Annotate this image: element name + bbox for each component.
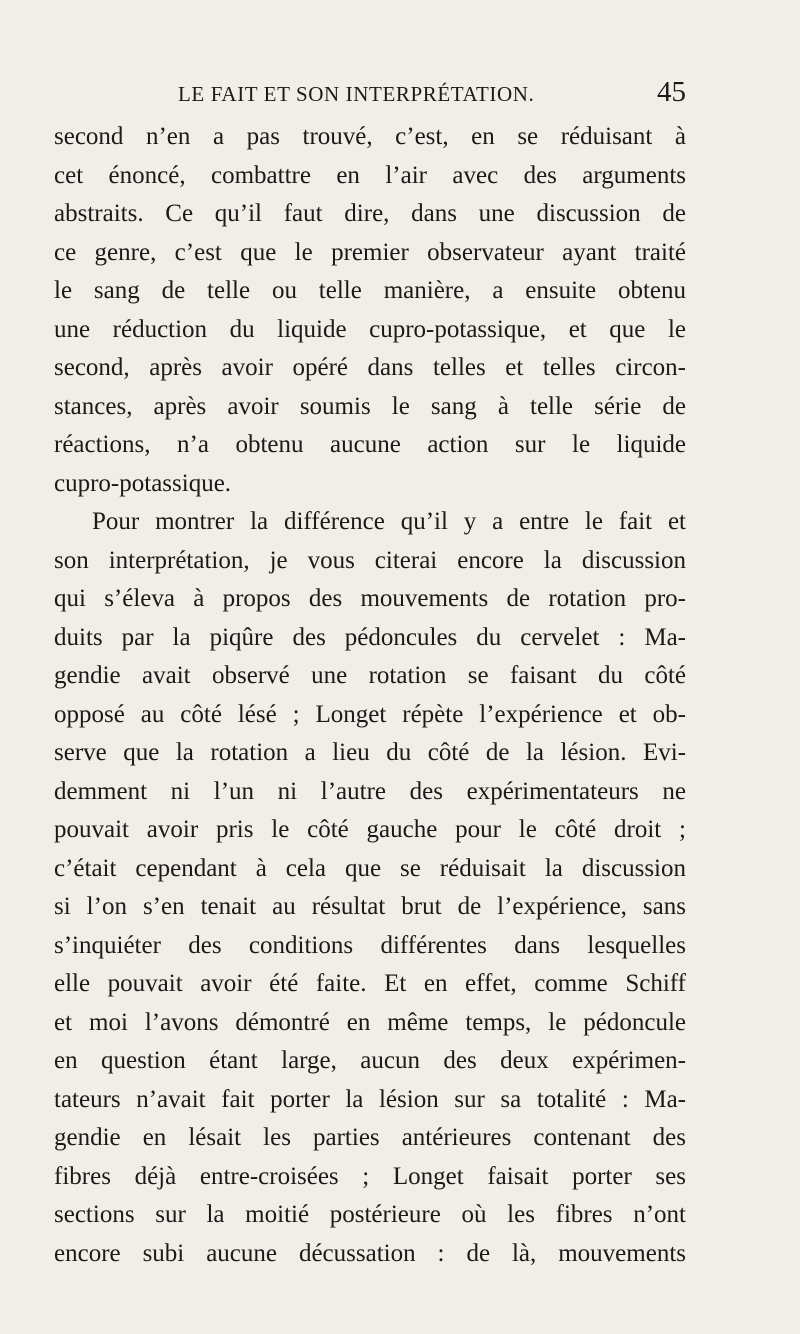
text-line: réactions, n’a obtenu aucune action sur le liquide [54, 431, 686, 458]
text-line: en question étant large, aucun des deux expérimen- [54, 1047, 686, 1074]
text-line: si l’on s’en tenait au résultat brut de l’expérience, sans [54, 893, 686, 920]
running-head [178, 76, 686, 112]
text-line: et moi l’avons démontré en même temps, le pédoncule [54, 1008, 686, 1036]
text-line: ce genre, c’est que le premier observateur ayant traité [54, 238, 686, 266]
text-line: tateurs n’avait fait porter la lésion sur sa totalité : Ma- [54, 1085, 686, 1113]
text-line: stances, après avoir soumis le sang à telle série de [54, 392, 686, 420]
text-line: duits par la piqûre des pédoncules du cervelet : Ma- [54, 623, 686, 651]
text-line: demment ni l’un ni l’autre des expérimentateurs ne [54, 777, 686, 805]
text-line: son interprétation, je vous citerai encore la discussion [54, 546, 686, 574]
text-line: abstraits. Ce qu’il faut dire, dans une discussion de [54, 200, 686, 227]
text-line: Pour montrer la différence qu’il y a entre le fait et [92, 508, 686, 535]
running-title: LE FAIT ET SON INTERPRÉTATION. [178, 82, 535, 106]
text-line: s’inquiéter des conditions différentes dans lesquelles [54, 931, 686, 959]
text-line: encore subi aucune décussation : de là, mouvements [54, 1239, 686, 1267]
text-line: serve que la rotation a lieu du côté de la lésion. Evi- [54, 739, 686, 766]
text-line: cupro-potassique. [54, 469, 232, 497]
text-line: le sang de telle ou telle manière, a ensuite obtenu [54, 277, 686, 304]
text-line: gendie avait observé une rotation se faisant du côté [54, 662, 686, 689]
text-line: opposé au côté lésé ; Longet répète l’expérience et ob- [54, 700, 686, 728]
text-line: elle pouvait avoir été faite. Et en effet, comme Schiff [54, 970, 686, 997]
text-line: pouvait avoir pris le côté gauche pour le côté droit ; [54, 816, 686, 843]
text-line: une réduction du liquide cupro-potassique, et que le [54, 315, 686, 343]
text-line: second n’en a pas trouvé, c’est, en se réduisant à [54, 123, 686, 150]
text-line: qui s’éleva à propos des mouvements de rotation pro- [54, 585, 686, 612]
page-number: 45 [657, 76, 686, 108]
text-line: cet énoncé, combattre en l’air avec des arguments [54, 161, 686, 189]
text-line: fibres déjà entre-croisées ; Longet faisait porter ses [54, 1162, 686, 1190]
body-text [54, 118, 686, 1273]
text-line: gendie en lésait les parties antérieures contenant des [54, 1124, 686, 1151]
text-line: second, après avoir opéré dans telles et telles circon- [54, 354, 686, 381]
text-line: c’était cependant à cela que se réduisait la discussion [54, 854, 686, 882]
text-line: sections sur la moitié postérieure où les fibres n’ont [54, 1201, 686, 1228]
